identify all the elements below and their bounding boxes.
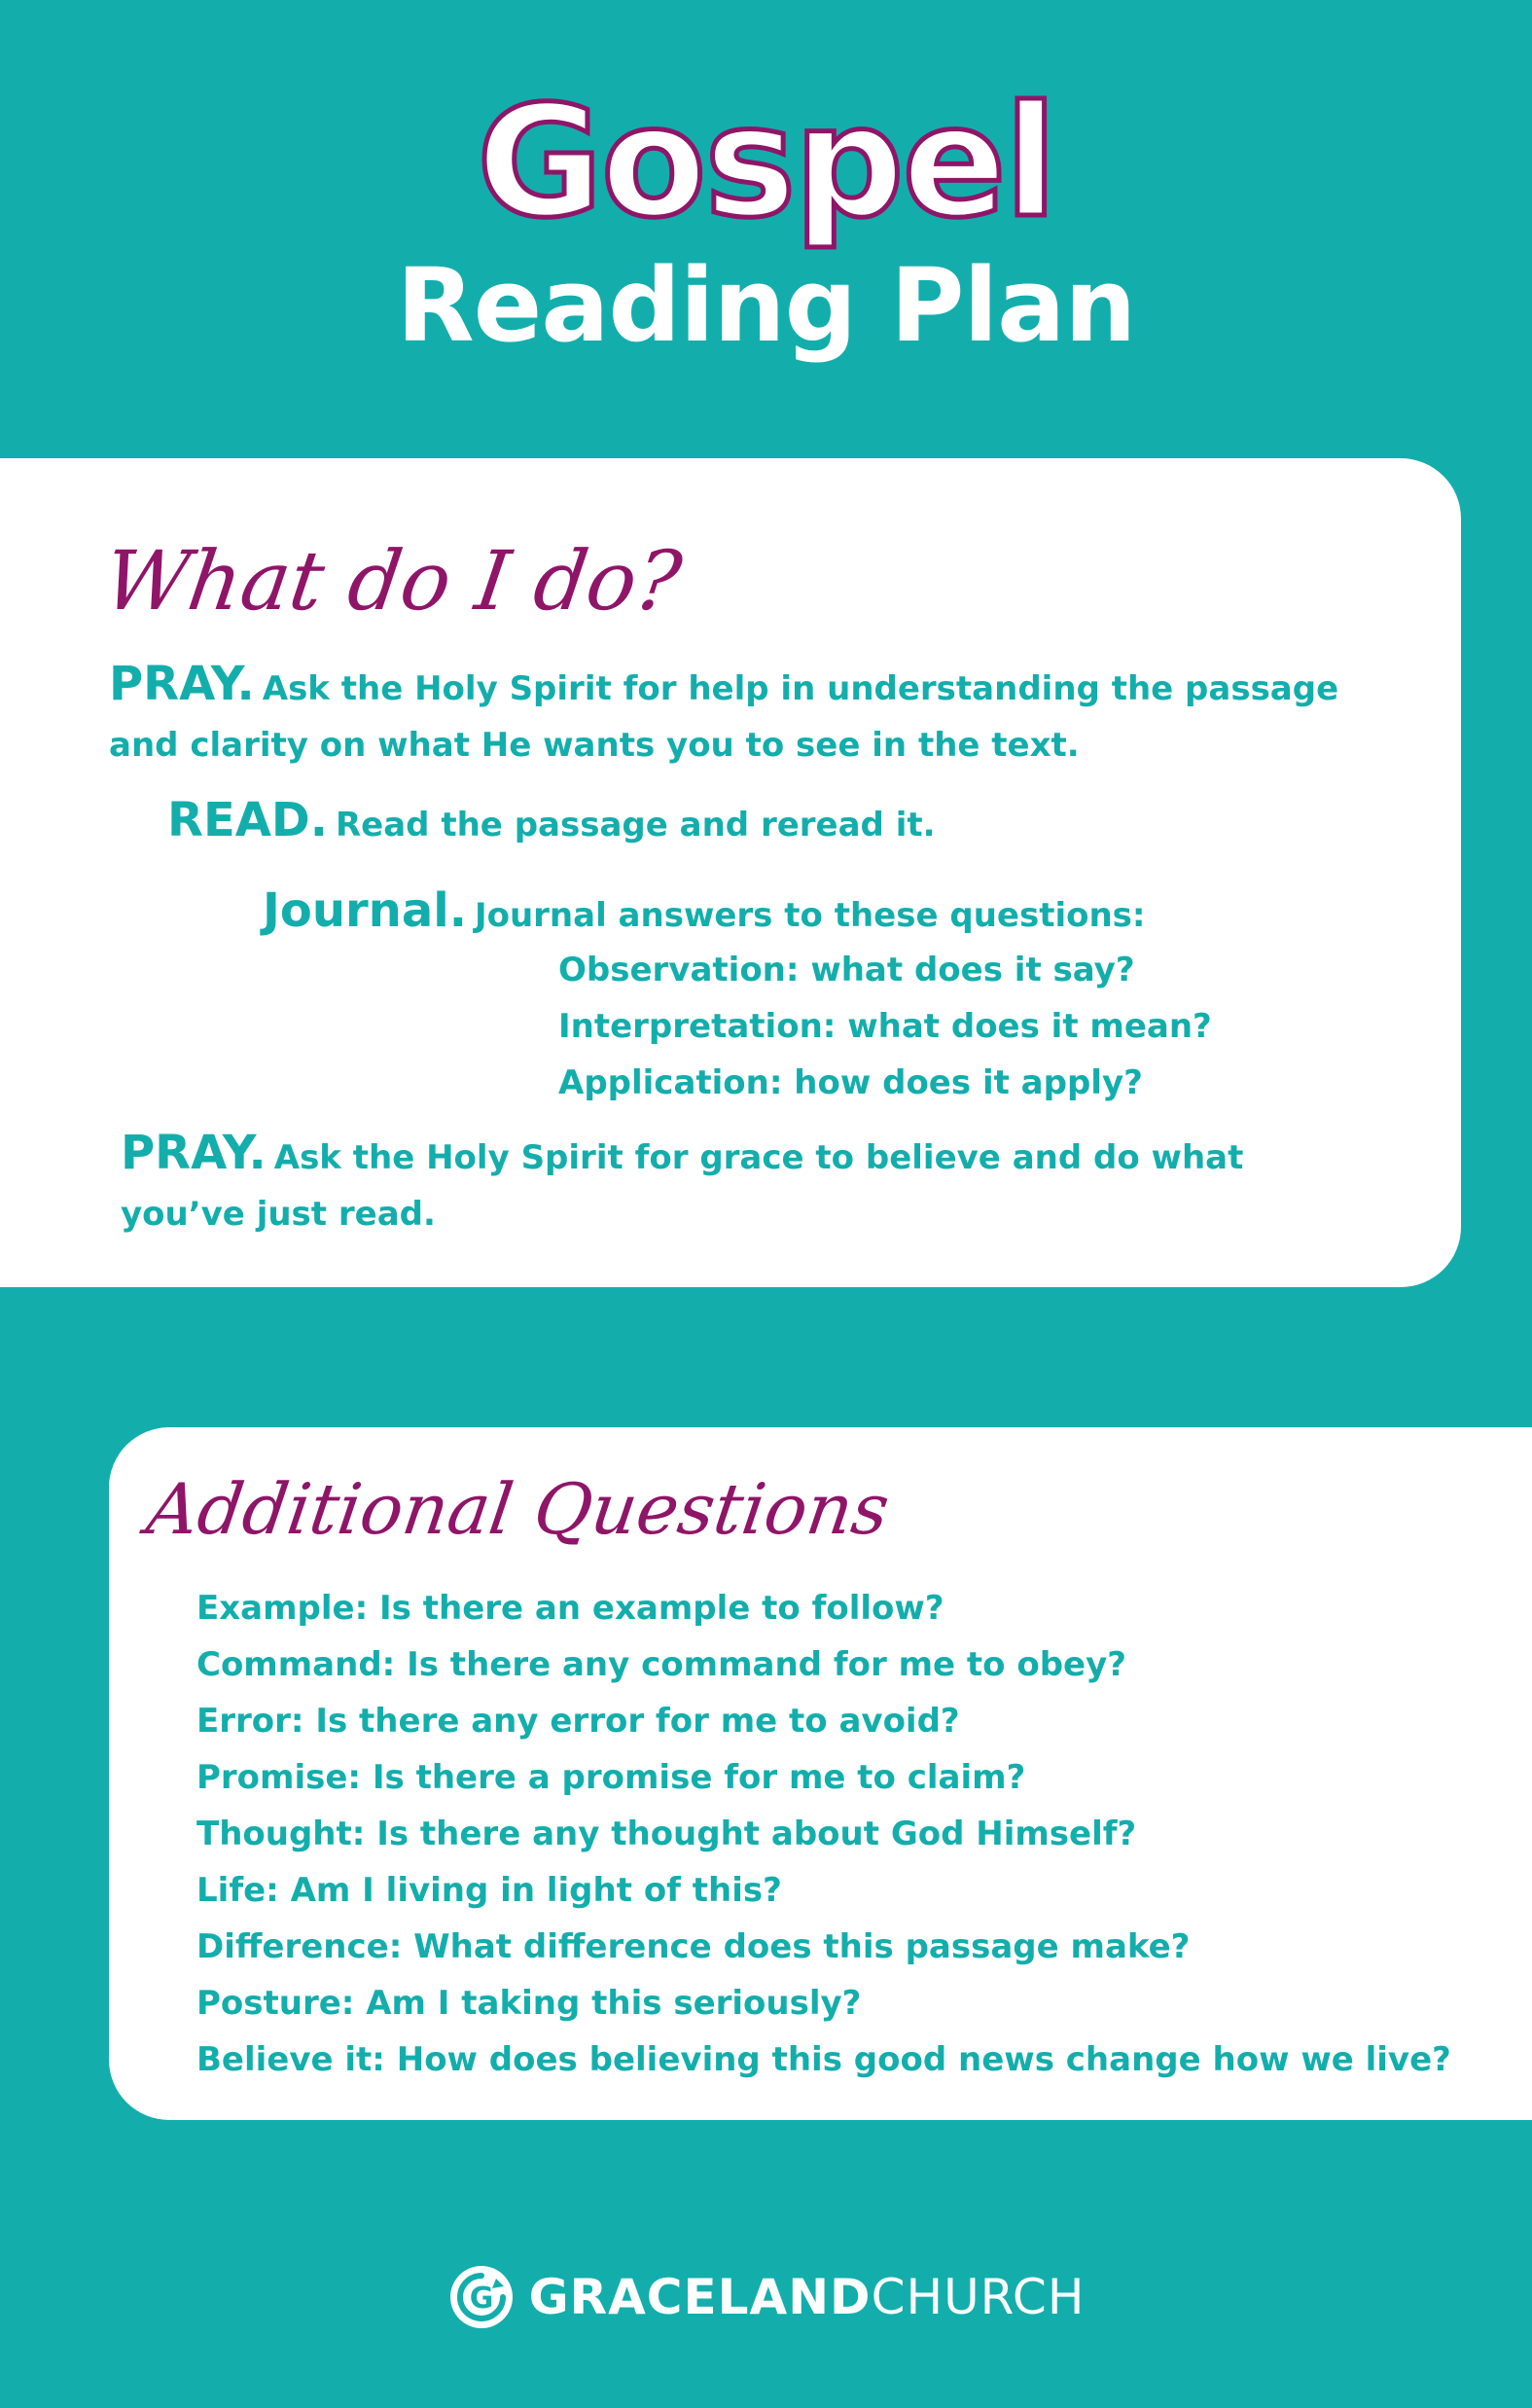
pray-step-2 bbox=[121, 1125, 1243, 1242]
question-item-believe-it: Believe it: How does believing this good news change how we live? bbox=[196, 2040, 1451, 2079]
journal-step bbox=[263, 882, 1146, 944]
journal-question-interpretation: Interpretation: what does it mean? bbox=[558, 1007, 1212, 1046]
journal-text: Journal answers to these questions: bbox=[474, 896, 1146, 935]
pray-text-2-line1: Ask the Holy Spirit for grace to believe and do what bbox=[273, 1138, 1244, 1177]
journal-label: Journal. bbox=[263, 883, 467, 938]
page-subtitle: Reading Plan bbox=[396, 246, 1136, 365]
journal-question-observation: Observation: what does it say? bbox=[558, 951, 1135, 989]
question-item-thought: Thought: Is there any thought about God Himself? bbox=[196, 1815, 1137, 1853]
read-step bbox=[167, 792, 936, 853]
question-item-promise: Promise: Is there a promise for me to claim? bbox=[196, 1758, 1026, 1797]
question-item-difference: Difference: What difference does this passage make? bbox=[196, 1927, 1191, 1966]
question-item-command: Command: Is there any command for me to obey? bbox=[196, 1645, 1127, 1684]
what-to-do-heading: What do I do? bbox=[98, 533, 688, 629]
pray-text-1-line2: and clarity on what He wants you to see in the text. bbox=[109, 726, 1080, 765]
brand-name-bold: GRACELAND bbox=[528, 2269, 872, 2325]
brand-name-light: CHURCH bbox=[871, 2269, 1086, 2325]
question-item-life: Life: Am I living in light of this? bbox=[196, 1871, 782, 1910]
additional-questions-heading: Additional Questions bbox=[142, 1468, 895, 1550]
additional-questions-list bbox=[196, 1580, 1451, 2088]
svg-text:G: G bbox=[469, 2282, 493, 2316]
pray-label-1: PRAY. bbox=[109, 657, 255, 711]
question-item-example: Example: Is there an example to follow? bbox=[196, 1589, 944, 1628]
question-item-error: Error: Is there any error for me to avoid? bbox=[196, 1702, 960, 1741]
read-label: READ. bbox=[167, 793, 328, 847]
question-item-posture: Posture: Am I taking this seriously? bbox=[196, 1984, 862, 2023]
page-title: Gospel bbox=[477, 73, 1055, 252]
pray-label-2: PRAY. bbox=[121, 1126, 267, 1180]
footer-brand bbox=[0, 2263, 1532, 2331]
graceland-g-logo-icon bbox=[447, 2263, 516, 2331]
pray-step-1 bbox=[109, 656, 1338, 773]
read-text: Read the passage and reread it. bbox=[335, 806, 936, 845]
journal-question-application: Application: how does it apply? bbox=[558, 1063, 1143, 1102]
pray-text-1-line1: Ask the Holy Spirit for help in understanding the passage bbox=[262, 669, 1339, 708]
pray-text-2-line2: you’ve just read. bbox=[121, 1195, 436, 1234]
